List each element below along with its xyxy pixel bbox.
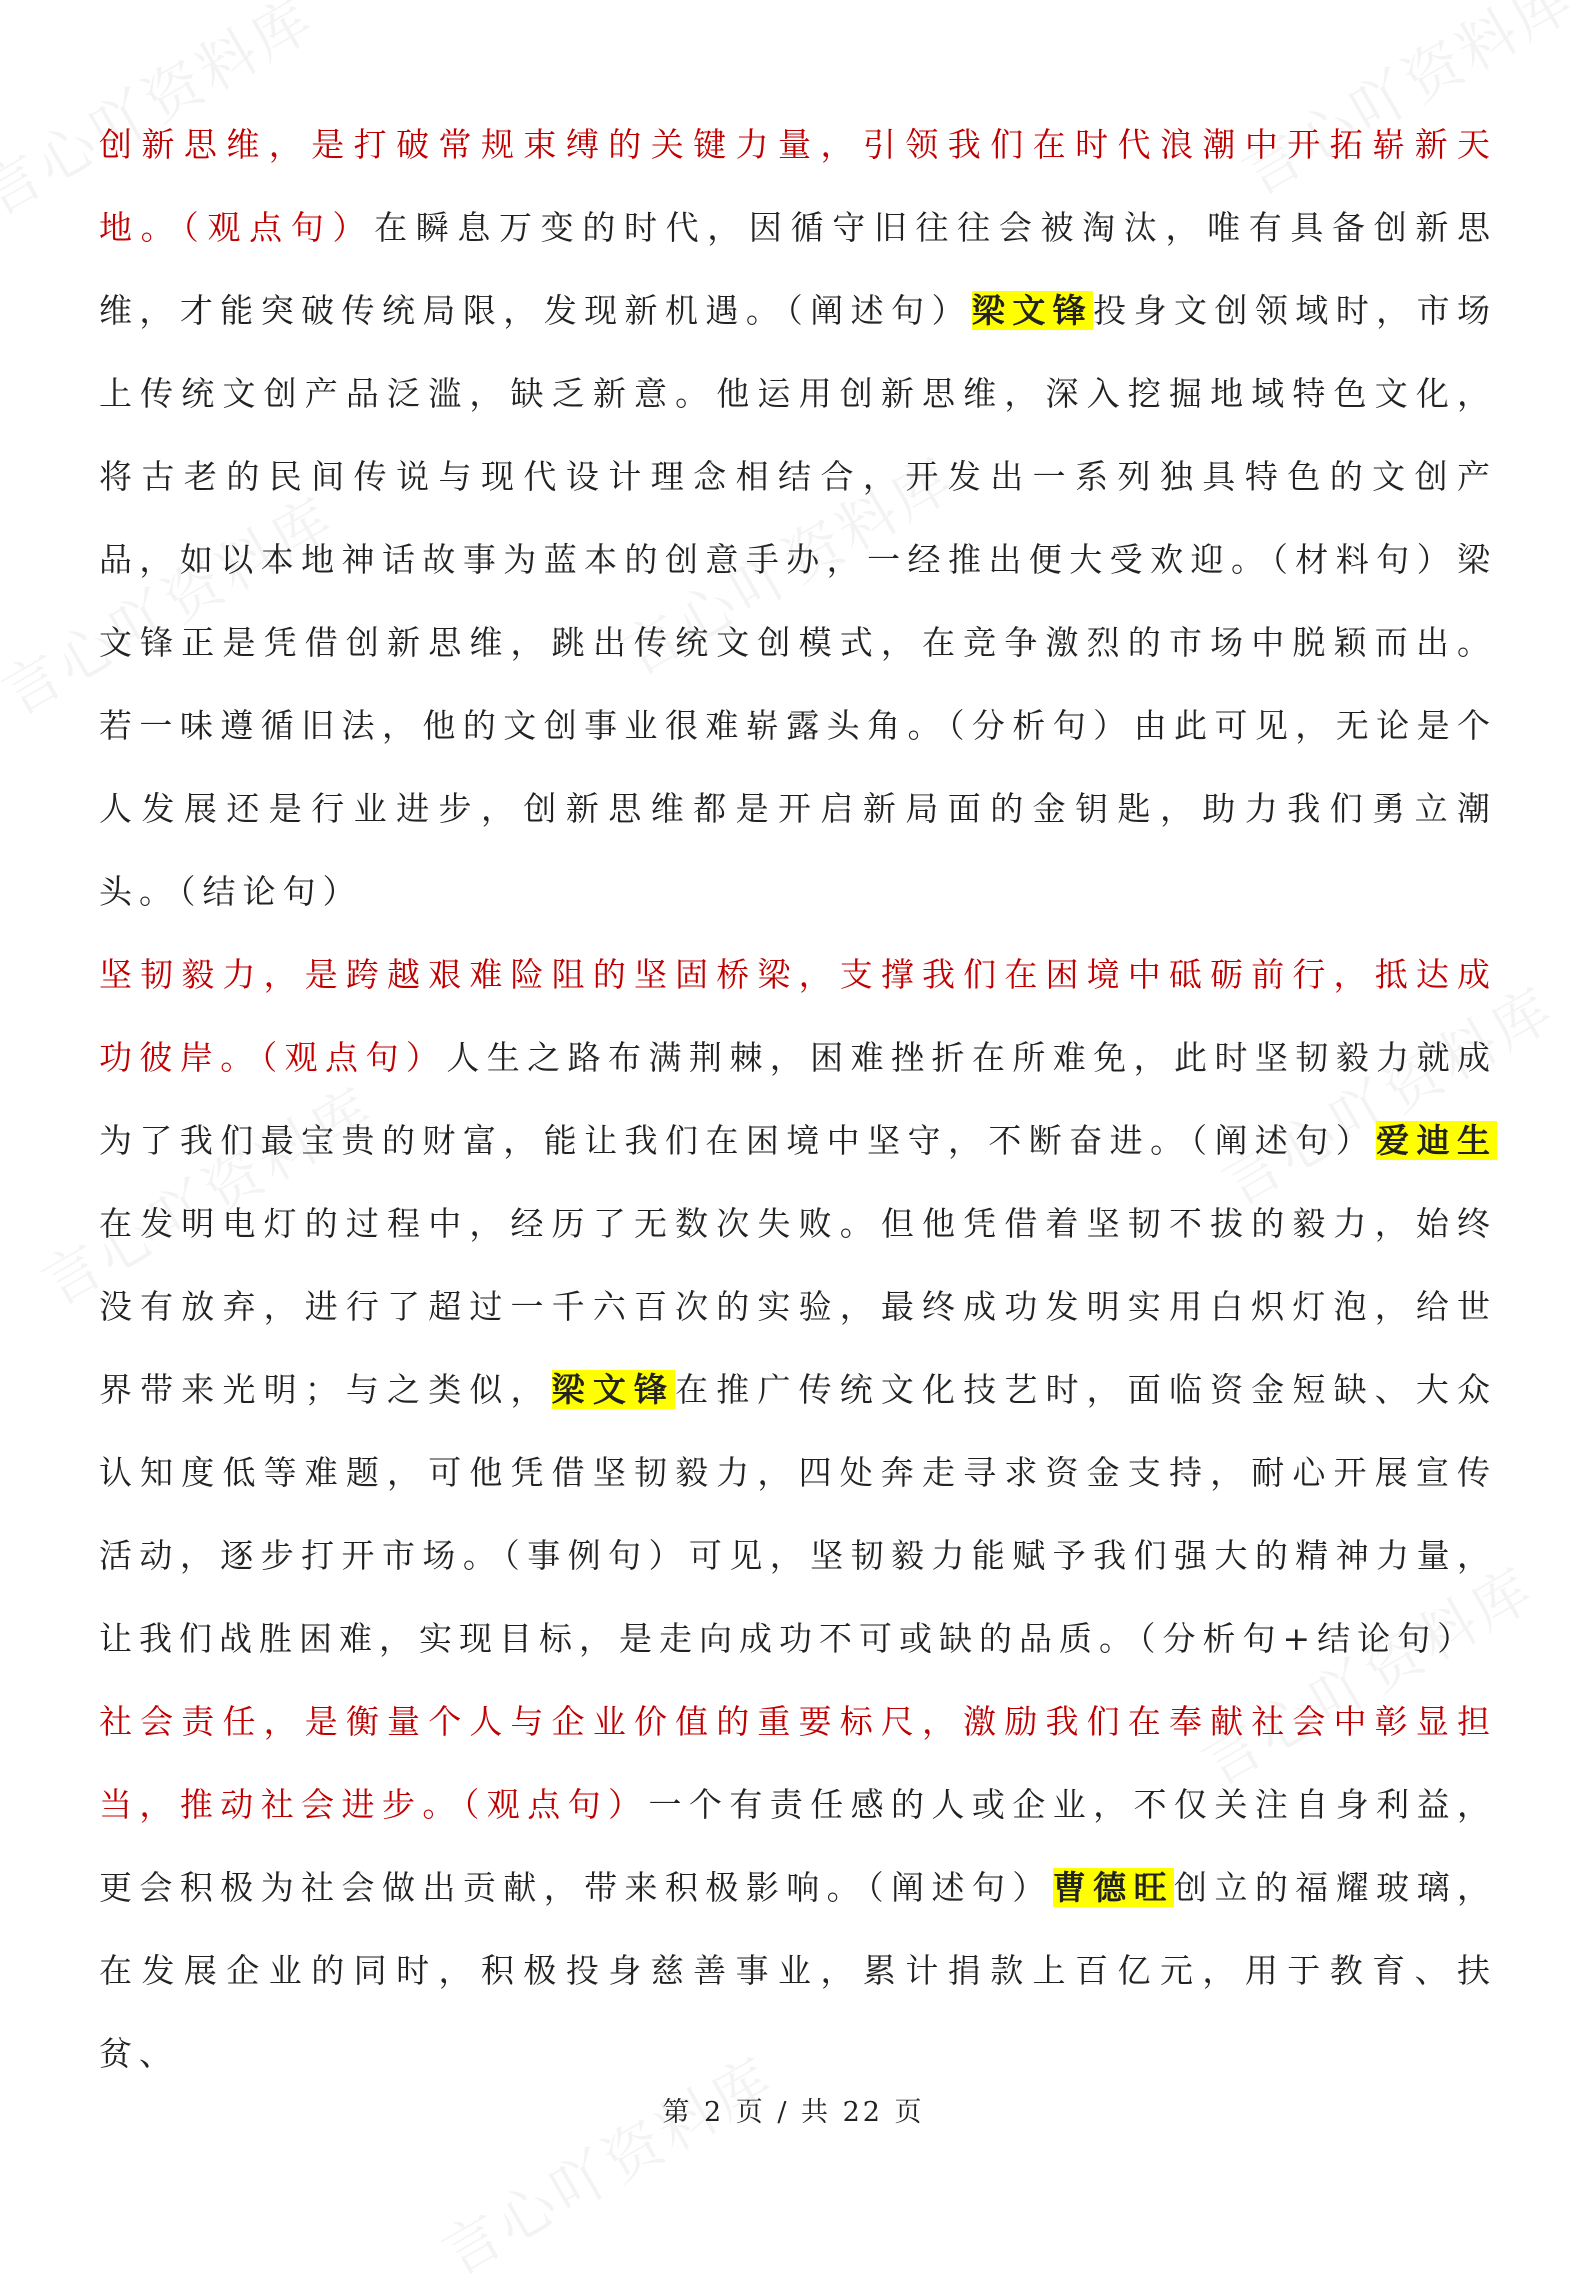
- highlighted-name: 曹德旺: [1052, 1868, 1175, 1907]
- highlighted-name: 梁文锋: [971, 291, 1094, 330]
- paragraph-innovation: [99, 103, 1497, 933]
- highlighted-name: 爱迪生: [1376, 1121, 1498, 1160]
- paragraph-social-responsibility: [99, 1680, 1497, 2095]
- paragraph-perseverance: [99, 933, 1497, 1680]
- body-text: 在发明电灯的过程中，经历了无数次失败。但他凭借着坚韧不拔的毅力，始终没有放弃，进行了超过一千六百次的实验，最终成功发明实用白炽灯泡，给世界带来光明；与之类似，: [99, 1204, 1497, 1409]
- body-text: 人生之路布满荆棘，困难挫折在所难免，此时坚韧毅力就成为了我们最宝贵的财富，能让我们在困境中坚守，不断奋进。（阐述句）: [99, 1038, 1498, 1160]
- body-text: 在瞬息万变的时代，因循守旧往往会被淘汰，唯有具备创新思维，才能突破传统局限，发现新机遇。（阐述句）: [99, 208, 1498, 330]
- body-text: 在推广传统文化技艺时，面临资金短缺、大众认知度低等难题，可他凭借坚韧毅力，四处奔走寻求资金支持，耐心开展宣传活动，逐步打开市场。（事例句）可见，坚韧毅力能赋予我们强大的精神力量，让我们战胜困难，实现目标，是走向成功不可或缺的品质。（分析句+结论句）: [99, 1370, 1498, 1658]
- document-body: [99, 103, 1497, 2095]
- body-text: 投身文创领域时，市场上传统文创产品泛滥，缺乏新意。他运用创新思维，深入挖掘地域特色文化，将古老的民间传说与现代设计理念相结合，开发出一系列独具特色的文创产品，如以本地神话故事为蓝本的创意手办，一经推出便大受欢迎。（材料句）梁文锋正是凭借创新思维，跳出传统文创模式，在竞争激烈的市场中脱颖而出。若一味遵循旧法，他的文创事业很难崭露头角。（分析句）由此可见，无论是个人发展还是行业进步，创新思维都是开启新局面的金钥匙，助力我们勇立潮头。（结论句）: [99, 291, 1498, 911]
- viewpoint-sentence: 社会责任，是衡量个人与企业价值的重要标尺，激励我们在奉献社会中彰显担当，推动社会进步。（观点句）: [99, 1702, 1497, 1824]
- page-number: 第 2 页 / 共 22 页: [662, 2097, 925, 2128]
- viewpoint-sentence: 坚韧毅力，是跨越艰难险阻的坚固桥梁，支撑我们在困境中砥砺前行，抵达成功彼岸。（观点句）: [99, 955, 1497, 1077]
- body-text: 创立的福耀玻璃，在发展企业的同时，积极投身慈善事业，累计捐款上百亿元，用于教育、扶贫、: [99, 1868, 1498, 2073]
- highlighted-name: 梁文锋: [551, 1370, 676, 1409]
- body-text: 一个有责任感的人或企业，不仅关注自身利益，更会积极为社会做出贡献，带来积极影响。（阐述句）: [99, 1785, 1498, 1907]
- viewpoint-sentence: 创新思维，是打破常规束缚的关键力量，引领我们在时代浪潮中开拓崭新天地。（观点句）: [99, 125, 1497, 247]
